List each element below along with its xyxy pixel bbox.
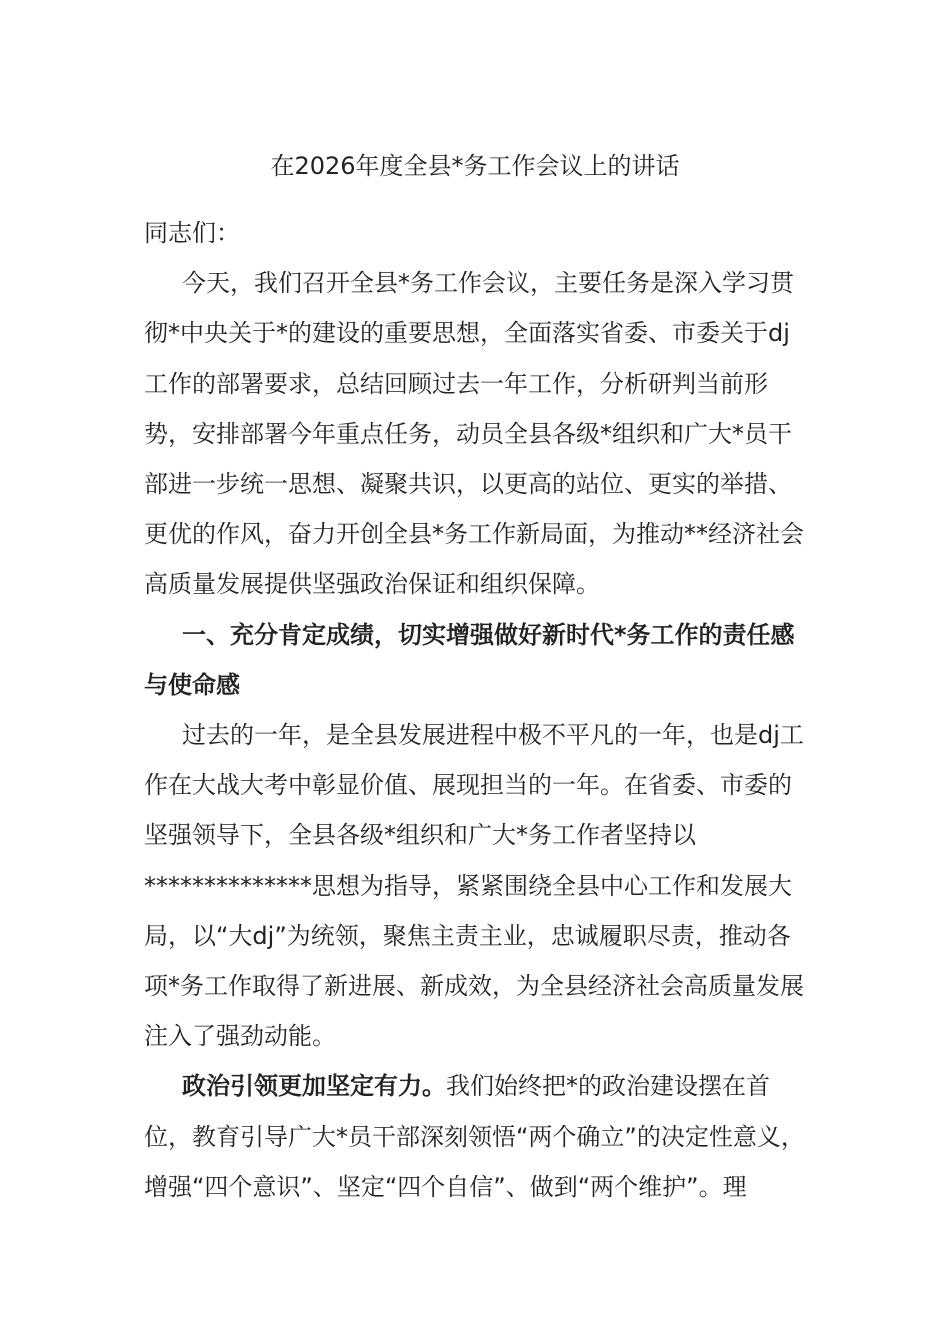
political-text: 我们始终把*的政治建设摆在首位，教育引导广大*员干部深刻领悟“两个确立”的决定性意义，增强“四个意识”、坚定“四个自信”、做到“两个维护”。理: [144, 1072, 805, 1201]
political-lead: 政治引领更加坚定有力。: [182, 1072, 446, 1101]
review-paragraph: 过去的一年，是全县发展进程中极不平凡的一年，也是dj工作在大战大考中彰显价值、展现担当的一年。在省委、市委的坚强领导下，全县各级*组织和广大*务工作者坚持以**************思想为指导，紧紧围绕全县中心工作和发展大局，以“大dj”为统领，聚焦主责主业，忠诚履职尽责，推动各项*务工作取得了新进展、新成效，为全县经济社会高质量发展注入了强劲动能。: [144, 721, 804, 1051]
intro-paragraph: 今天，我们召开全县*务工作会议，主要任务是深入学习贯彻*中央关于*的建设的重要思想，全面落实省委、市委关于dj工作的部署要求，总结回顾过去一年工作，分析研判当前形势，安排部署今年重点任务，动员全县各级*组织和广大*员干部进一步统一思想、凝聚共识，以更高的站位、更实的举措、更优的作风，奋力开创全县*务工作新局面，为推动**经济社会高质量发展提供坚强政治保证和组织保障。: [144, 269, 804, 599]
political-paragraph: [144, 1061, 806, 1212]
salutation: 同志们：: [144, 219, 240, 247]
document-title: 在2026年度全县*务工作会议上的讲话: [270, 152, 680, 180]
document-body: [144, 208, 806, 1212]
section-heading: 一、充分肯定成绩，切实增强做好新时代*务工作的责任感与使命感: [144, 620, 795, 699]
